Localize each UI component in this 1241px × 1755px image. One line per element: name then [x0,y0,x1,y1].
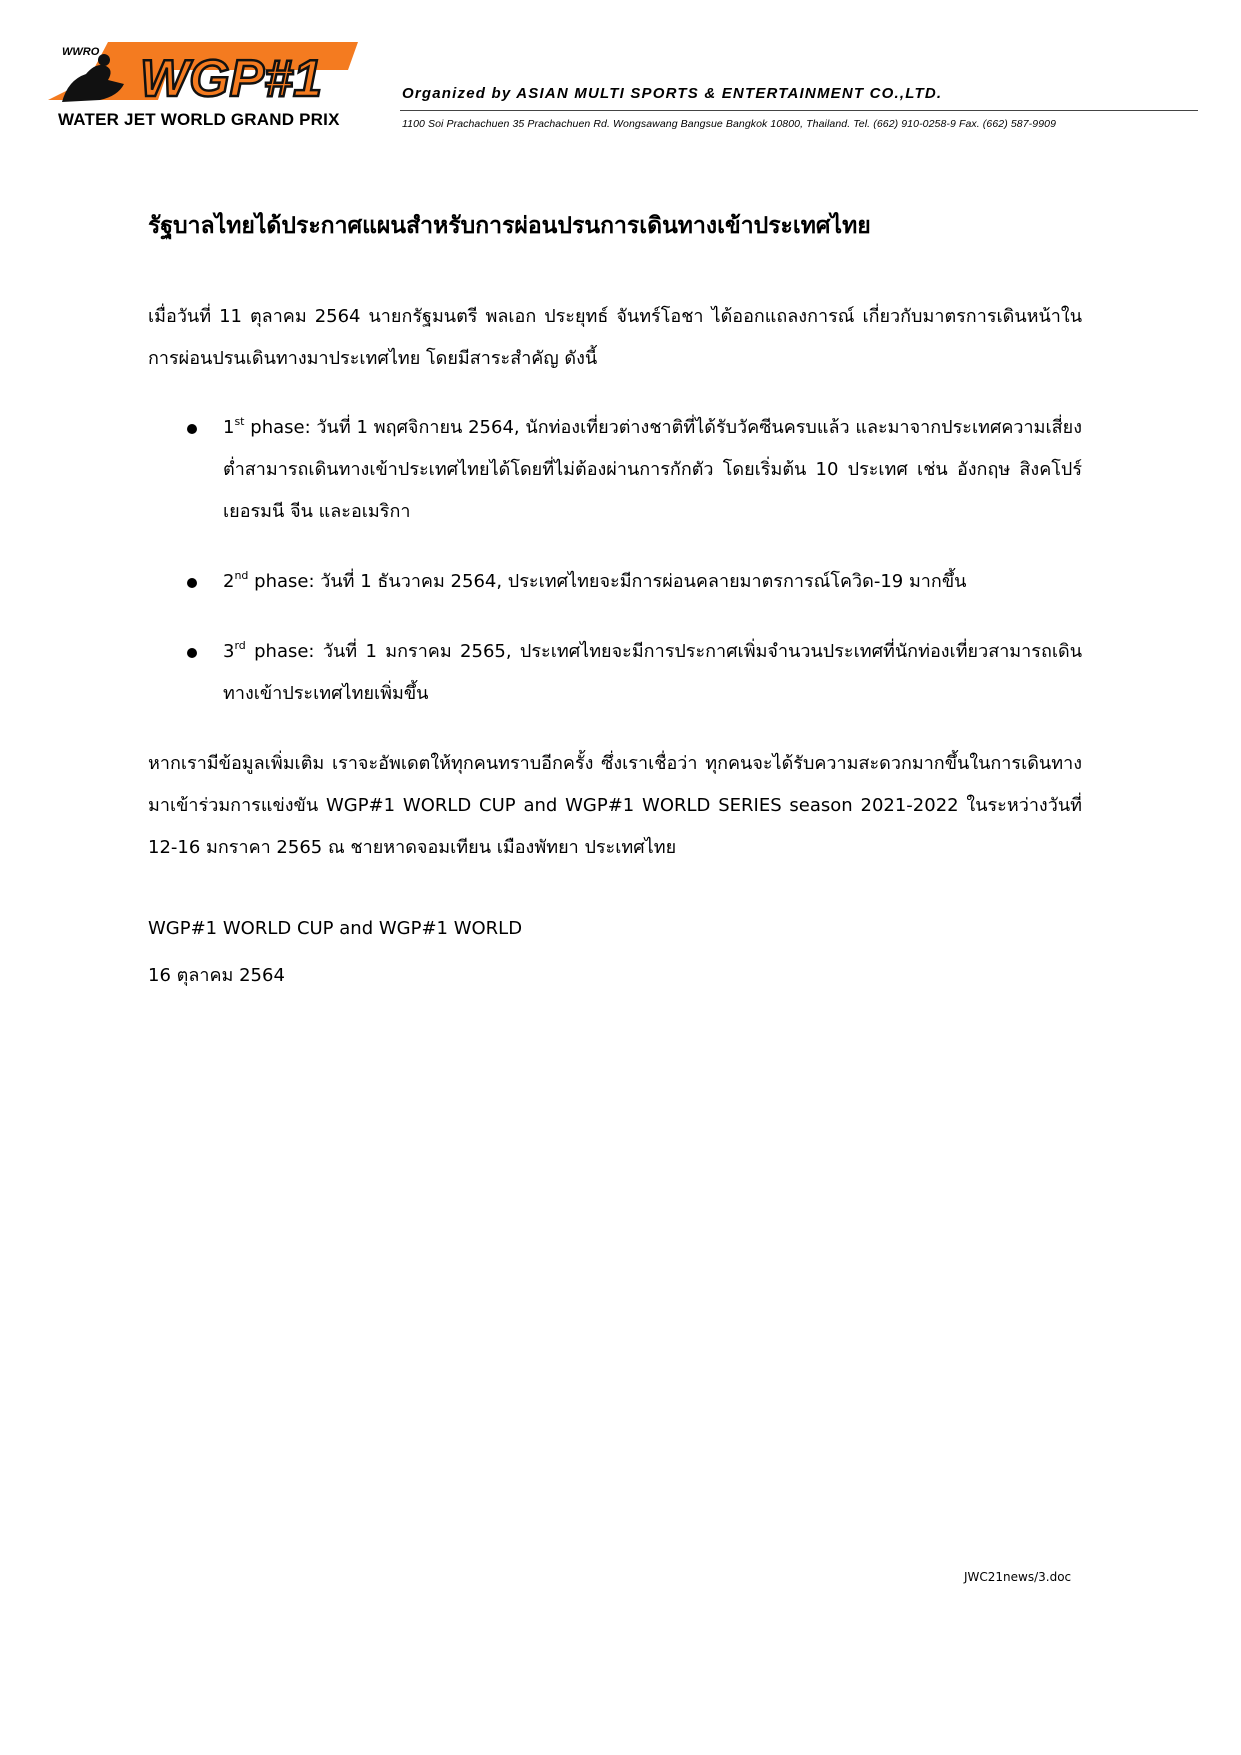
phase-text: phase: วันที่ 1 มกราคม 2565, ประเทศไทยจะมีการประกาศเพิ่มจำนวนประเทศที่นักท่องเที่ยวสามารถเดินทางเข้าประเทศไทยเพิ่มขึ้น [223,641,1082,704]
list-item [148,561,1082,603]
letterhead [48,40,1198,140]
intro-paragraph: เมื่อวันที่ 11 ตุลาคม 2564 นายกรัฐมนตรี พลเอก ประยุทธ์ จันทร์โอชา ได้ออกแถลงการณ์ เกี่ยวกับมาตรการเดินหน้าในการผ่อนปรนเดินทางมาประเทศไทย โดยมีสาระสำคัญ ดังนี้ [148,306,1082,369]
logo-top-text: WWRO [62,46,100,58]
bullet-icon [187,424,197,434]
phase-number: 2 [223,571,235,592]
organizer-line: Organized by ASIAN MULTI SPORTS & ENTERTAINMENT CO.,LTD. [402,85,943,102]
list-item [148,631,1082,715]
document-title: รัฐบาลไทยได้ประกาศแผนสำหรับการผ่อนปรนการเดินทางเข้าประเทศไทย [148,213,871,239]
bullet-icon [187,648,197,658]
phase-number: 1 [223,417,235,438]
doc-reference: JWC21news/3.doc [964,1570,1072,1584]
wgp-logo [48,40,378,130]
closing-paragraph: หากเรามีข้อมูลเพิ่มเติม เราจะอัพเดตให้ทุกคนทราบอีกครั้ง ซึ่งเราเชื่อว่า ทุกคนจะได้รับความสะดวกมากขึ้นในการเดินทางมาเข้าร่วมการแข่งขัน WGP#1 WORLD CUP and WGP#1 WORLD SERIES season 2021-2022 ในระหว่างวันที่ 12-16 มกราคา 2565 ณ ชายหาดจอมเทียน เมืองพัทยา ประเทศไทย [148,753,1082,858]
phase-suffix: st [234,415,245,428]
logo-subtitle: WATER JET WORLD GRAND PRIX [58,110,340,129]
bullet-icon [187,578,197,588]
signature: WGP#1 WORLD CUP and WGP#1 WORLD [148,918,523,939]
phase-text: phase: วันที่ 1 พฤศจิกายน 2564, นักท่องเที่ยวต่างชาติที่ได้รับวัคซีนครบแล้ว และมาจากประเทศความเสี่ยงต่ำสามารถเดินทางเข้าประเทศไทยได้โดยที่ไม่ต้องผ่านการกักตัว โดยเริ่มต้น 10 ประเทศ เช่น อังกฤษ สิงคโปร์ เยอรมนี จีน และอเมริกา [223,417,1082,522]
logo-main-text: WGP#1 [140,50,323,108]
phase-number: 3 [223,641,235,662]
list-item [148,407,1082,533]
phase-suffix: rd [234,639,246,652]
phase-list [148,407,1082,715]
address-line: 1100 Soi Prachachuen 35 Prachachuen Rd. Wongsawang Bangsue Bangkok 10800, Thailand. Tel. (662) 910-0258-9 Fax. (662) 587-9909 [402,118,1057,130]
phase-suffix: nd [234,569,249,582]
document-date: 16 ตุลาคม 2564 [148,965,285,986]
header-divider [400,110,1198,111]
phase-text: phase: วันที่ 1 ธันวาคม 2564, ประเทศไทยจะมีการผ่อนคลายมาตรการณ์โควิด-19 มากขึ้น [248,571,967,592]
